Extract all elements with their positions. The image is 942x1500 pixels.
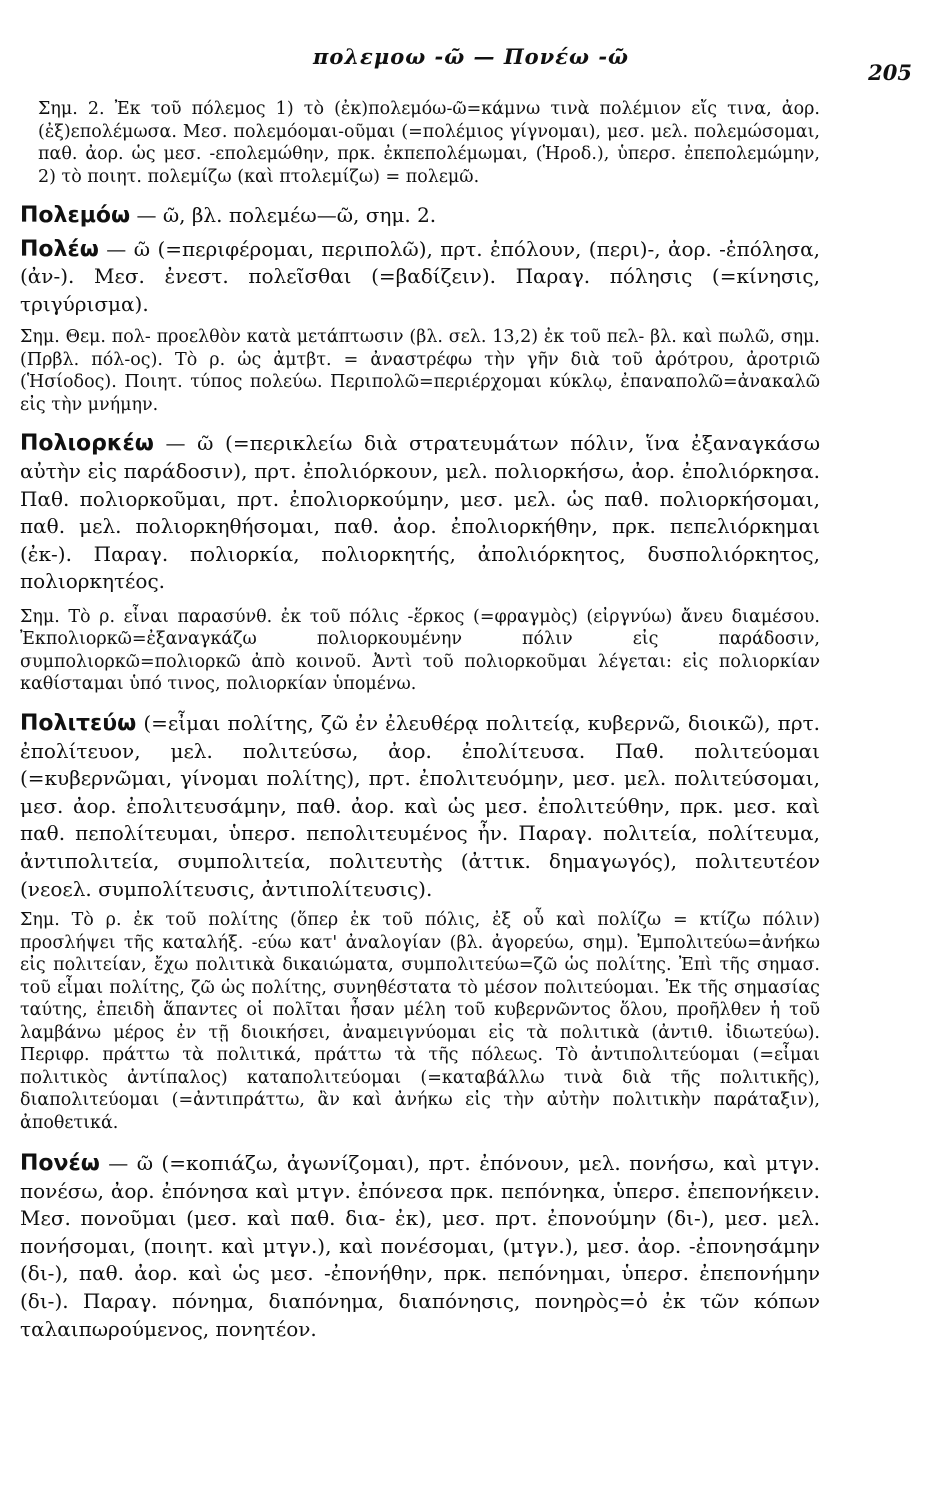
entry-text-politeuo: (=εἶμαι πολίτης, ζῶ ἐν ἐλευθέρᾳ πολιτείᾳ, κυβερνῶ, διοικῶ), πρτ. ἐπολίτευον, μελ. πολιτεύσω, ἀορ. ἐπολίτευσα. Παθ. πολιτεύομαι (=κυβερνῶμαι, γίνομαι πολίτης), πρτ. ἐπολιτευόμην, μεσ. μελ. πολιτεύσομαι, μεσ. ἀορ. ἐπολιτευσάμην, παθ. ἀορ. καὶ ὡς μεσ. ἐπολιτεύθην, πρκ. μεσ. καὶ παθ. πεπολίτευμαι, ὑπερσ. πεπολιτευμένος ἦν. Παραγ. πολιτεία, πολίτευμα, ἀντιπολιτεία, συμπολιτεία, πολιτευτὴς (ἀττικ. δημαγωγός), πολιτευτέον (νεοελ. συμπολίτευσις, ἀντιπολίτευσις). xyxy=(20,710,821,901)
headword-polemoo: Πολεμόω xyxy=(20,203,131,228)
entry-polemoo xyxy=(20,202,820,230)
entry-text-poliorkeo: — ῶ (=περικλείω διὰ στρατευμάτων πόλιν, ἵνα ἐξαναγκάσω αὐτὴν εἰς παράδοσιν), πρτ. ἐπολιόρκουν, μελ. πολιορκήσω, ἀορ. ἐπολιόρκησα. Παθ. πολιορκοῦμαι, πρτ. ἐπολιορκούμην, μεσ. μελ. ὡς παθ. πολιορκήσομαι, παθ. μελ. πολιορκηθήσομαι, παθ. ἀορ. ἐπολιορκήθην, πρκ. πεπελιόρκημαι (ἐκ-). Παραγ. πολιορκία, πολιορκητής, ἀπολιόρκητος, δυσπολιόρκητος, πολιορκητέος. xyxy=(20,431,821,594)
entry-politeuo xyxy=(20,710,820,903)
note-polemos: Σημ. 2. Ἐκ τοῦ πόλεμος 1) τὸ (ἐκ)πολεμόω-ῶ=κάμνω τινὰ πολέμιον εἴς τινα, ἀορ. (ἐξ)επολέμωσα. Μεσ. πολεμόομαι-οῦμαι (=πολέμιος γίγνομαι), μεσ. μελ. πολεμώσομαι, παθ. ἀορ. ὡς μεσ. -επολεμώθην, πρκ. ἐκπεπολέμωμαι, (Ἡροδ.), ὑπερσ. ἐπεπολεμώμην, 2) τὸ ποιητ. πολεμίζω (καὶ πτολεμίζω) = πολεμῶ. xyxy=(38,99,820,187)
entry-text-poleo: — ῶ (=περιφέρομαι, περιπολῶ), πρτ. ἐπόλουν, (περι)-, ἀορ. -ἐπόλησα, (ἀν-). Μεσ. ἐνεστ. πολεῖσθαι (=βαδίζειν). Παραγ. πόλησις (=κίνησις, τριγύρισμα). xyxy=(20,236,820,316)
note-politeuo: Σημ. Τὸ ρ. ἐκ τοῦ πολίτης (ὅπερ ἐκ τοῦ πόλις, ἐξ οὗ καὶ πολίζω = κτίζω πόλιν) προσλήψει τῆς καταλήξ. -εύω κατ' ἀναλογίαν (βλ. ἀγορεύω, σημ). Ἐμπολιτεύω=ἀνήκω εἰς πολιτείαν, ἔχω πολιτικὰ δικαιώματα, συμπολιτεύω=ζῶ ὡς πολίτης. Ἐπὶ τῆς σημασ. τοῦ εἶμαι πολίτης, ζῶ ὡς πολίτης, συνηθέστατα τὸ μέσον πολιτεύομαι. Ἐκ τῆς σημασίας ταύτης, ἐπειδὴ ἅπαντες οἱ πολῖται ἦσαν μέλη τοῦ κυβερνῶντος ὅλου, προῆλθεν ἡ τοῦ λαμβάνω μέρος ἐν τῇ διοικήσει, ἀναμειγνύομαι εἰς τὰ πολιτικὰ (ἀντιθ. ἰδιωτεύω). Περιφρ. πράττω τὰ πολιτικά, πράττω τὰ τῆς πόλεως. Τὸ ἀντιπολιτεύομαι (=εἶμαι πολιτικὸς ἀντίπαλος) καταπολιτεύομαι (=καταβάλλω τινὰ διὰ τῆς πολιτικῆς), διαπολιτεύομαι (=ἀντιπράττω, ἂν καὶ ἀνήκω εἰς τὴν αὐτὴν πολιτικὴν παράταξιν), ἀποθετικά. xyxy=(20,910,820,1133)
headword-poneo: Πονέω xyxy=(20,1151,100,1177)
entry-poneo xyxy=(20,1150,820,1343)
note-poleo: Σημ. Θεμ. πολ- προελθὸν κατὰ μετάπτωσιν (βλ. σελ. 13,2) ἐκ τοῦ πελ- βλ. καὶ πωλῶ, σημ. (Πρβλ. πόλ-ος). Τὸ ρ. ὡς ἀμτβτ. = ἀναστρέφω τὴν γῆν διὰ τοῦ ἀρότρου, ἀροτριῶ (Ἡσίοδος). Ποιητ. τύπος πολεύω. Περιπολῶ=περιέρχομαι κύκλῳ, ἐπαναπολῶ=ἀνακαλῶ εἰς τὴν μνήμην. xyxy=(20,327,820,415)
entry-text-poneo: — ῶ (=κοπιάζω, ἀγωνίζομαι), πρτ. ἐπόνουν, μελ. πονήσω, καὶ μτγν. πονέσω, ἀορ. ἐπόνησα καὶ μτγν. ἐπόνεσα πρκ. πεπόνηκα, ὑπερσ. ἐπεπονήκειν. Μεσ. πονοῦμαι (μεσ. καὶ παθ. δια- ἐκ), μεσ. πρτ. ἐπονούμην (δι-), μεσ. μελ. πονήσομαι, (ποιητ. καὶ μτγν.), καὶ πονέσομαι, (μτγν.), μεσ. ἀορ. -ἐπονησάμην (δι-), παθ. ἀορ. καὶ ὡς μεσ. -ἐπονήθην, πρκ. πεπόνημαι, ὑπερσ. ἐπεπονήμην (δι-). Παραγ. πόνημα, διαπόνημα, διαπόνησις, πονηρὸς=ὁ ἐκ τῶν κόπων ταλαιπωρούμενος, πονητέον. xyxy=(20,1151,821,1341)
entry-poliorkeo xyxy=(20,430,820,596)
note-poliorkeo: Σημ. Τὸ ρ. εἶναι παρασύνθ. ἐκ τοῦ πόλις -ἕρκος (=φραγμὸς) (εἰργνύω) ἄνευ διαμέσου. Ἐκπολιορκῶ=ἐξαναγκάζω πολιορκουμένην πόλιν εἰς παράδοσιν, συμπολιορκῶ=πολιορκῶ ἀπὸ κοινοῦ. Ἀντὶ τοῦ πολιορκοῦμαι λέγεται: εἰς πολιορκίαν καθίσταμαι ὑπό τινος, πολιορκίαν ὑπομένω. xyxy=(20,606,820,695)
page-body xyxy=(20,98,820,1355)
page-number: 205 xyxy=(868,60,912,85)
entry-text-polemoo: — ῶ, βλ. πολεμέω—ῶ, σημ. 2. xyxy=(136,203,437,227)
headword-poliorkeo: Πολιορκέω xyxy=(20,431,154,457)
headword-poleo: Πολέω xyxy=(20,236,99,262)
headword-politeuo: Πολιτεύω xyxy=(20,710,137,736)
running-title: πολεμοω -ῶ — Πονέω -ῶ xyxy=(312,44,630,69)
entry-poleo xyxy=(20,236,820,319)
